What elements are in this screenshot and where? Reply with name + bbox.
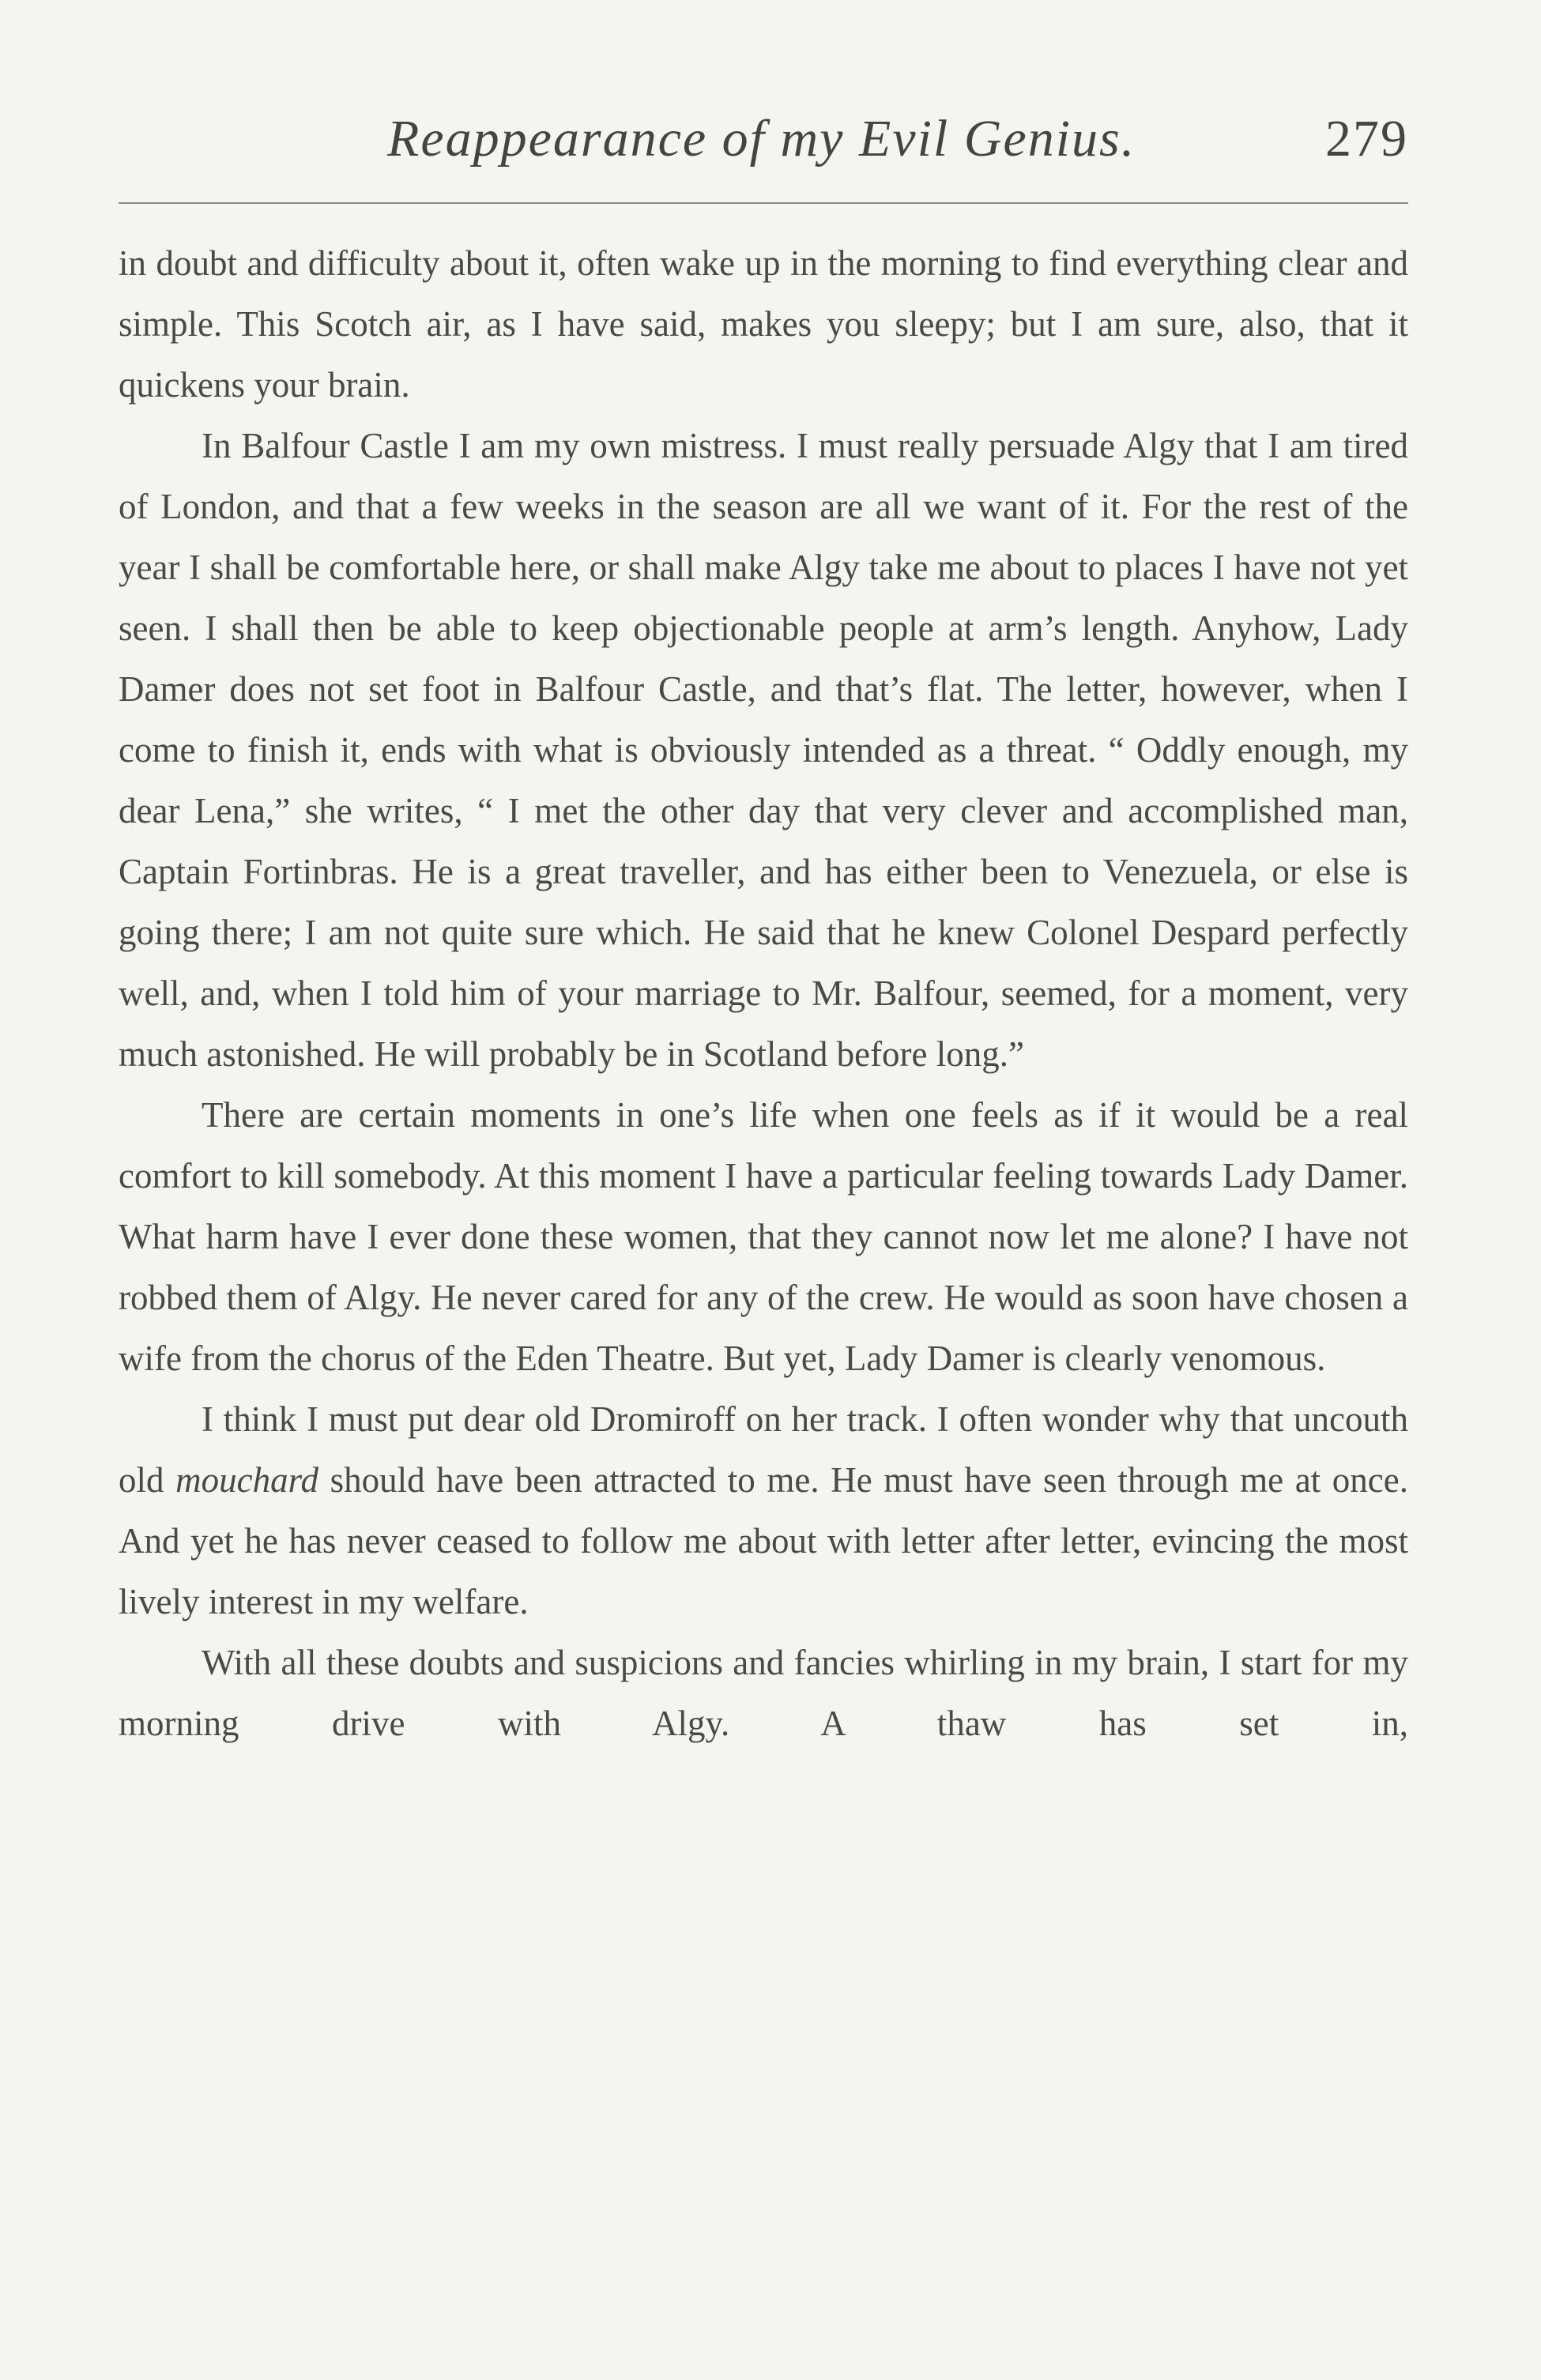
paragraph-certain-moments: There are certain moments in one’s life when one feels as if it would be a real comfort to kill somebody. At this moment I have a particular feeling towards Lady Damer. What harm have I ever done these women, that they cannot now let me alone? I have not robbed them of Algy. He never cared for any of the crew. He would as soon have chosen a wife from the chorus of the Eden Theatre. But yet, Lady Damer is clearly venomous. [119, 1095, 1408, 1378]
page-number: 279 [1325, 110, 1408, 168]
running-title: Reappearance of my Evil Genius. [387, 110, 1136, 168]
paragraph-morning-drive: With all these doubts and suspicions and fancies whirling in my brain, I start for my morning drive with Algy. A thaw has set in, [119, 1643, 1408, 1743]
paragraph-dromiroff [119, 1389, 1408, 1632]
body-text [119, 233, 1408, 1754]
paragraph-continuation: in doubt and difficulty about it, often wake up in the morning to find everything clear and simple. This Scotch air, as I have said, makes you sleepy; but I am sure, also, that it quickens your brain. [119, 243, 1408, 405]
paragraph-dromiroff-italic-word: mouchard [175, 1460, 318, 1500]
paragraph-dromiroff-part-1: I think I must put dear old Dromiroff on her track. I often wonder why that uncouth old [119, 1399, 1408, 1500]
paragraph-dromiroff-part-2: should have been attracted to me. He must have seen through me at once. And yet he has never ceased to follow me about with letter after letter, evincing the most lively interest in my welfare. [119, 1460, 1408, 1621]
paragraph-balfour-castle: In Balfour Castle I am my own mistress. I must really persuade Algy that I am tired of London, and that a few weeks in the season are all we want of it. For the rest of the year I shall be comfortable here, or shall make Algy take me about to places I have not yet seen. I shall then be able to keep objectionable people at arm’s length. Anyhow, Lady Damer does not set foot in Balfour Castle, and that’s flat. The letter, however, when I come to finish it, ends with what is obviously intended as a threat. “ Oddly enough, my dear Lena,” she writes, “ I met the other day that very clever and accomplished man, Captain Fortinbras. He is a great traveller, and has either been to Venezuela, or else is going there; I am not quite sure which. He said that he knew Colonel Despard perfectly well, and, when I told him of your marriage to Mr. Balfour, seemed, for a moment, very much astonished. He will probably be in Scotland before long.” [119, 426, 1408, 1074]
header-rule [119, 202, 1408, 204]
running-head [119, 109, 1408, 188]
